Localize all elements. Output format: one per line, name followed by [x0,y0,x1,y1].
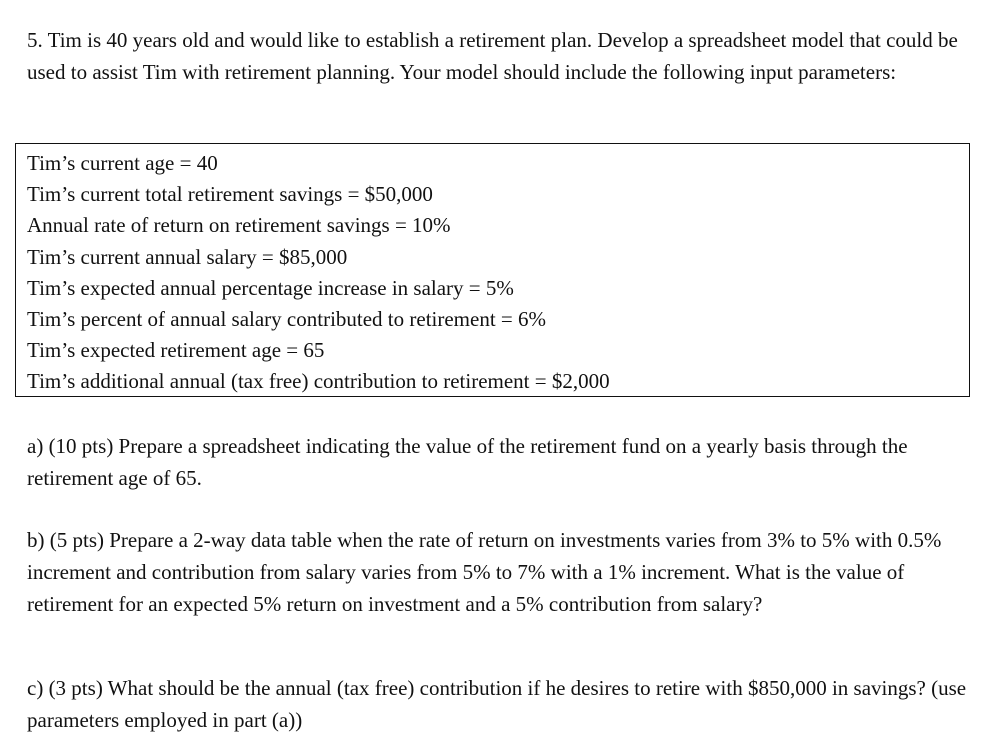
question-part-b: b) (5 pts) Prepare a 2-way data table when the rate of return on investments varies from 3% to 5% with 0.5% increment and contribution from salary varies from 5% to 7% with a 1% increment. What is the value of retirement for an expected 5% return on investment and a 5% contribution from salary? [27,528,942,616]
question-part-a: a) (10 pts) Prepare a spreadsheet indicating the value of the retirement fund on a yearly basis through the retirement age of 65. [27,434,908,490]
param-current-savings: Tim’s current total retirement savings = $50,000 [27,182,433,207]
param-annual-salary: Tim’s current annual salary = $85,000 [27,244,348,269]
param-additional-contribution: Tim’s additional annual (tax free) contribution to retirement = $2,000 [27,369,610,394]
param-salary-increase: Tim’s expected annual percentage increase in salary = 5% [27,275,514,300]
input-parameters-box [15,143,970,397]
param-rate-of-return: Annual rate of return on retirement savings = 10% [27,213,451,238]
question-intro: 5. Tim is 40 years old and would like to establish a retirement plan. Develop a spreadsheet model that could be used to assist Tim with retirement planning. Your model should include the following input parameters: [27,28,958,84]
param-retirement-age: Tim’s expected retirement age = 65 [27,338,325,363]
question-part-c: c) (3 pts) What should be the annual (tax free) contribution if he desires to retire with $850,000 in savings? (use parameters employed in part (a)) [27,676,967,732]
param-salary-contribution: Tim’s percent of annual salary contributed to retirement = 6% [27,306,547,331]
param-current-age: Tim’s current age = 40 [27,151,218,175]
